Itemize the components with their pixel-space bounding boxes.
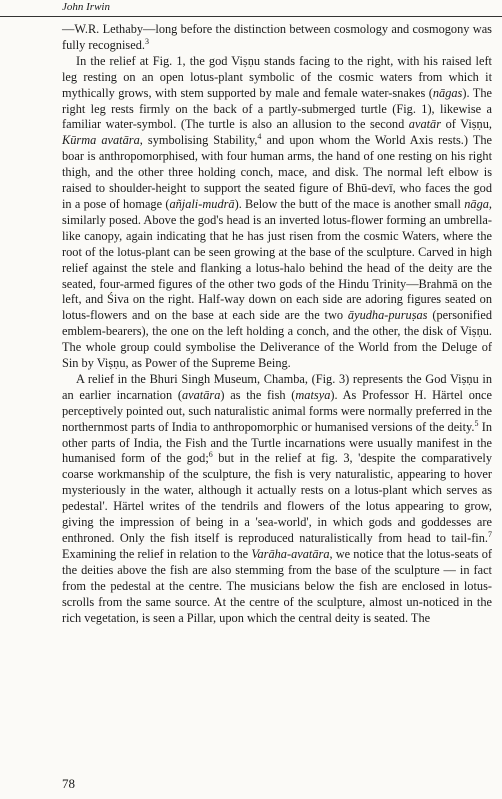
text-run: (personified emblem-bearers), the one on the left holding a conch, and the other, the disk of Viṣṇu. The whole group could symbolise the Deliverance of the World from the Deluge of Sin by Viṣṇu, as Power of the Supreme Being. [62, 308, 492, 371]
footnote-ref: 7 [488, 529, 492, 539]
text-run: ) as the fish ( [220, 387, 296, 402]
italic-term: Kūrma avatāra [62, 133, 140, 148]
page-number: 78 [62, 776, 75, 791]
italic-term: añjali-mudrā [169, 196, 235, 211]
running-header [0, 0, 502, 17]
italic-term: nāga [464, 196, 489, 211]
italic-term: avatār [408, 117, 442, 132]
text-run: Examining the relief in relation to the [62, 546, 252, 561]
text-run: of Viṣṇu, [441, 117, 492, 132]
text-run: In other parts of India, the Fish and the Turtle incarnations were usually manifest in the humanised form of the god; [62, 419, 492, 466]
italic-term: nāgas [432, 85, 463, 100]
running-head-author: John Irwin [62, 1, 110, 13]
italic-term: Varāha-avatāra [251, 546, 330, 561]
italic-term: āyudha-puruṣas [347, 308, 428, 323]
footnote-ref: 5 [474, 418, 479, 428]
text-run: A relief in the Bhuri Singh Museum, Chamba, (Fig. 3) represents the God Viṣṇu in an earlier incarnation ( [62, 371, 492, 402]
italic-term: avatāra [181, 387, 221, 402]
footnote-ref: 3 [144, 36, 149, 46]
text-run: and upon whom the World Axis rests.) The boar is anthropomorphised, with four human arms, the hand of one resting on his right thigh, and the other three holding conch, mace, and disk. The normal left elbow is raised to shoulder-height to support the seated figure of Bhū-devī, who faces the god in a pose of homage ( [62, 133, 493, 211]
text-run: ). Below the butt of the mace is another small [234, 196, 465, 211]
text-run: —W.R. Lethaby—long before the distinction between cosmology and cosmogony was fully recognised. [62, 22, 492, 52]
text-run: , we notice that the lotus-seats of the deities above the fish are also stemming from the base of the sculpture — in fact from the pedestal at the centre. The musicians below the fish are enclosed in lotus-scrolls from the same source. At the centre of the sculpture, almost un-noticed in the rich vegetation, is seen a Pillar, upon which the central deity is seated. The [62, 546, 493, 625]
text-run: , symbolising Stability, [139, 133, 258, 148]
paragraph [62, 372, 492, 627]
text-run: , similarly posed. Above the god's head is an inverted lotus-flower forming an umbrella-like canopy, again indicating that he has just risen from the cosmic Waters, where the root of the lotus-plant can be seen growing at the base of the sculpture. Carved in high relief against the stele and flanking a lotus-halo behind the head of the deity are the seated, four-armed figures of the other two gods of the Hindu Trinity—Brahmā on the left, and Śiva on the right. Half-way down on each side are adoring figures seated on lotus-flowers and on the base at each side are the two [62, 196, 492, 323]
footnote-ref: 6 [208, 450, 213, 460]
text-run: In the relief at Fig. 1, the god Viṣṇu stands facing to the right, with his raised left leg resting on an open lotus-plant symbolic of the cosmic waters from which it mythically grows, with stem supported by male and female water-snakes ( [62, 53, 492, 100]
body-text [62, 22, 492, 626]
paragraph [62, 54, 492, 372]
paragraph [62, 22, 492, 54]
text-run: ). As Professor H. Härtel once perceptively pointed out, such naturalistic animal forms were normally preferred in the northernmost parts of India to anthropomorphic or humanised versions of the deity. [62, 387, 492, 434]
text-run: but in the relief at fig. 3, 'despite the comparatively coarse workmanship of the sculpture, the fish is very naturalistic, appearing to hover mysteriously in the water, although it actually rests on a lotus-plant which serves as pedestal'. Härtel writes of the tendrils and flowers of the lotus appearing to grow, giving the impression of being in a 'sea-world', in which gods and goddesses are enthroned. Only the fish itself is reproduced naturalistically from head to tail-fin. [62, 451, 492, 545]
text-run: ). The right leg rests firmly on the back of a partly-submerged turtle (Fig. 1), likewise a familiar water-symbol. (The turtle is also an allusion to the second [62, 85, 492, 132]
footnote-ref: 4 [257, 132, 262, 142]
italic-term: matsya [295, 387, 331, 402]
